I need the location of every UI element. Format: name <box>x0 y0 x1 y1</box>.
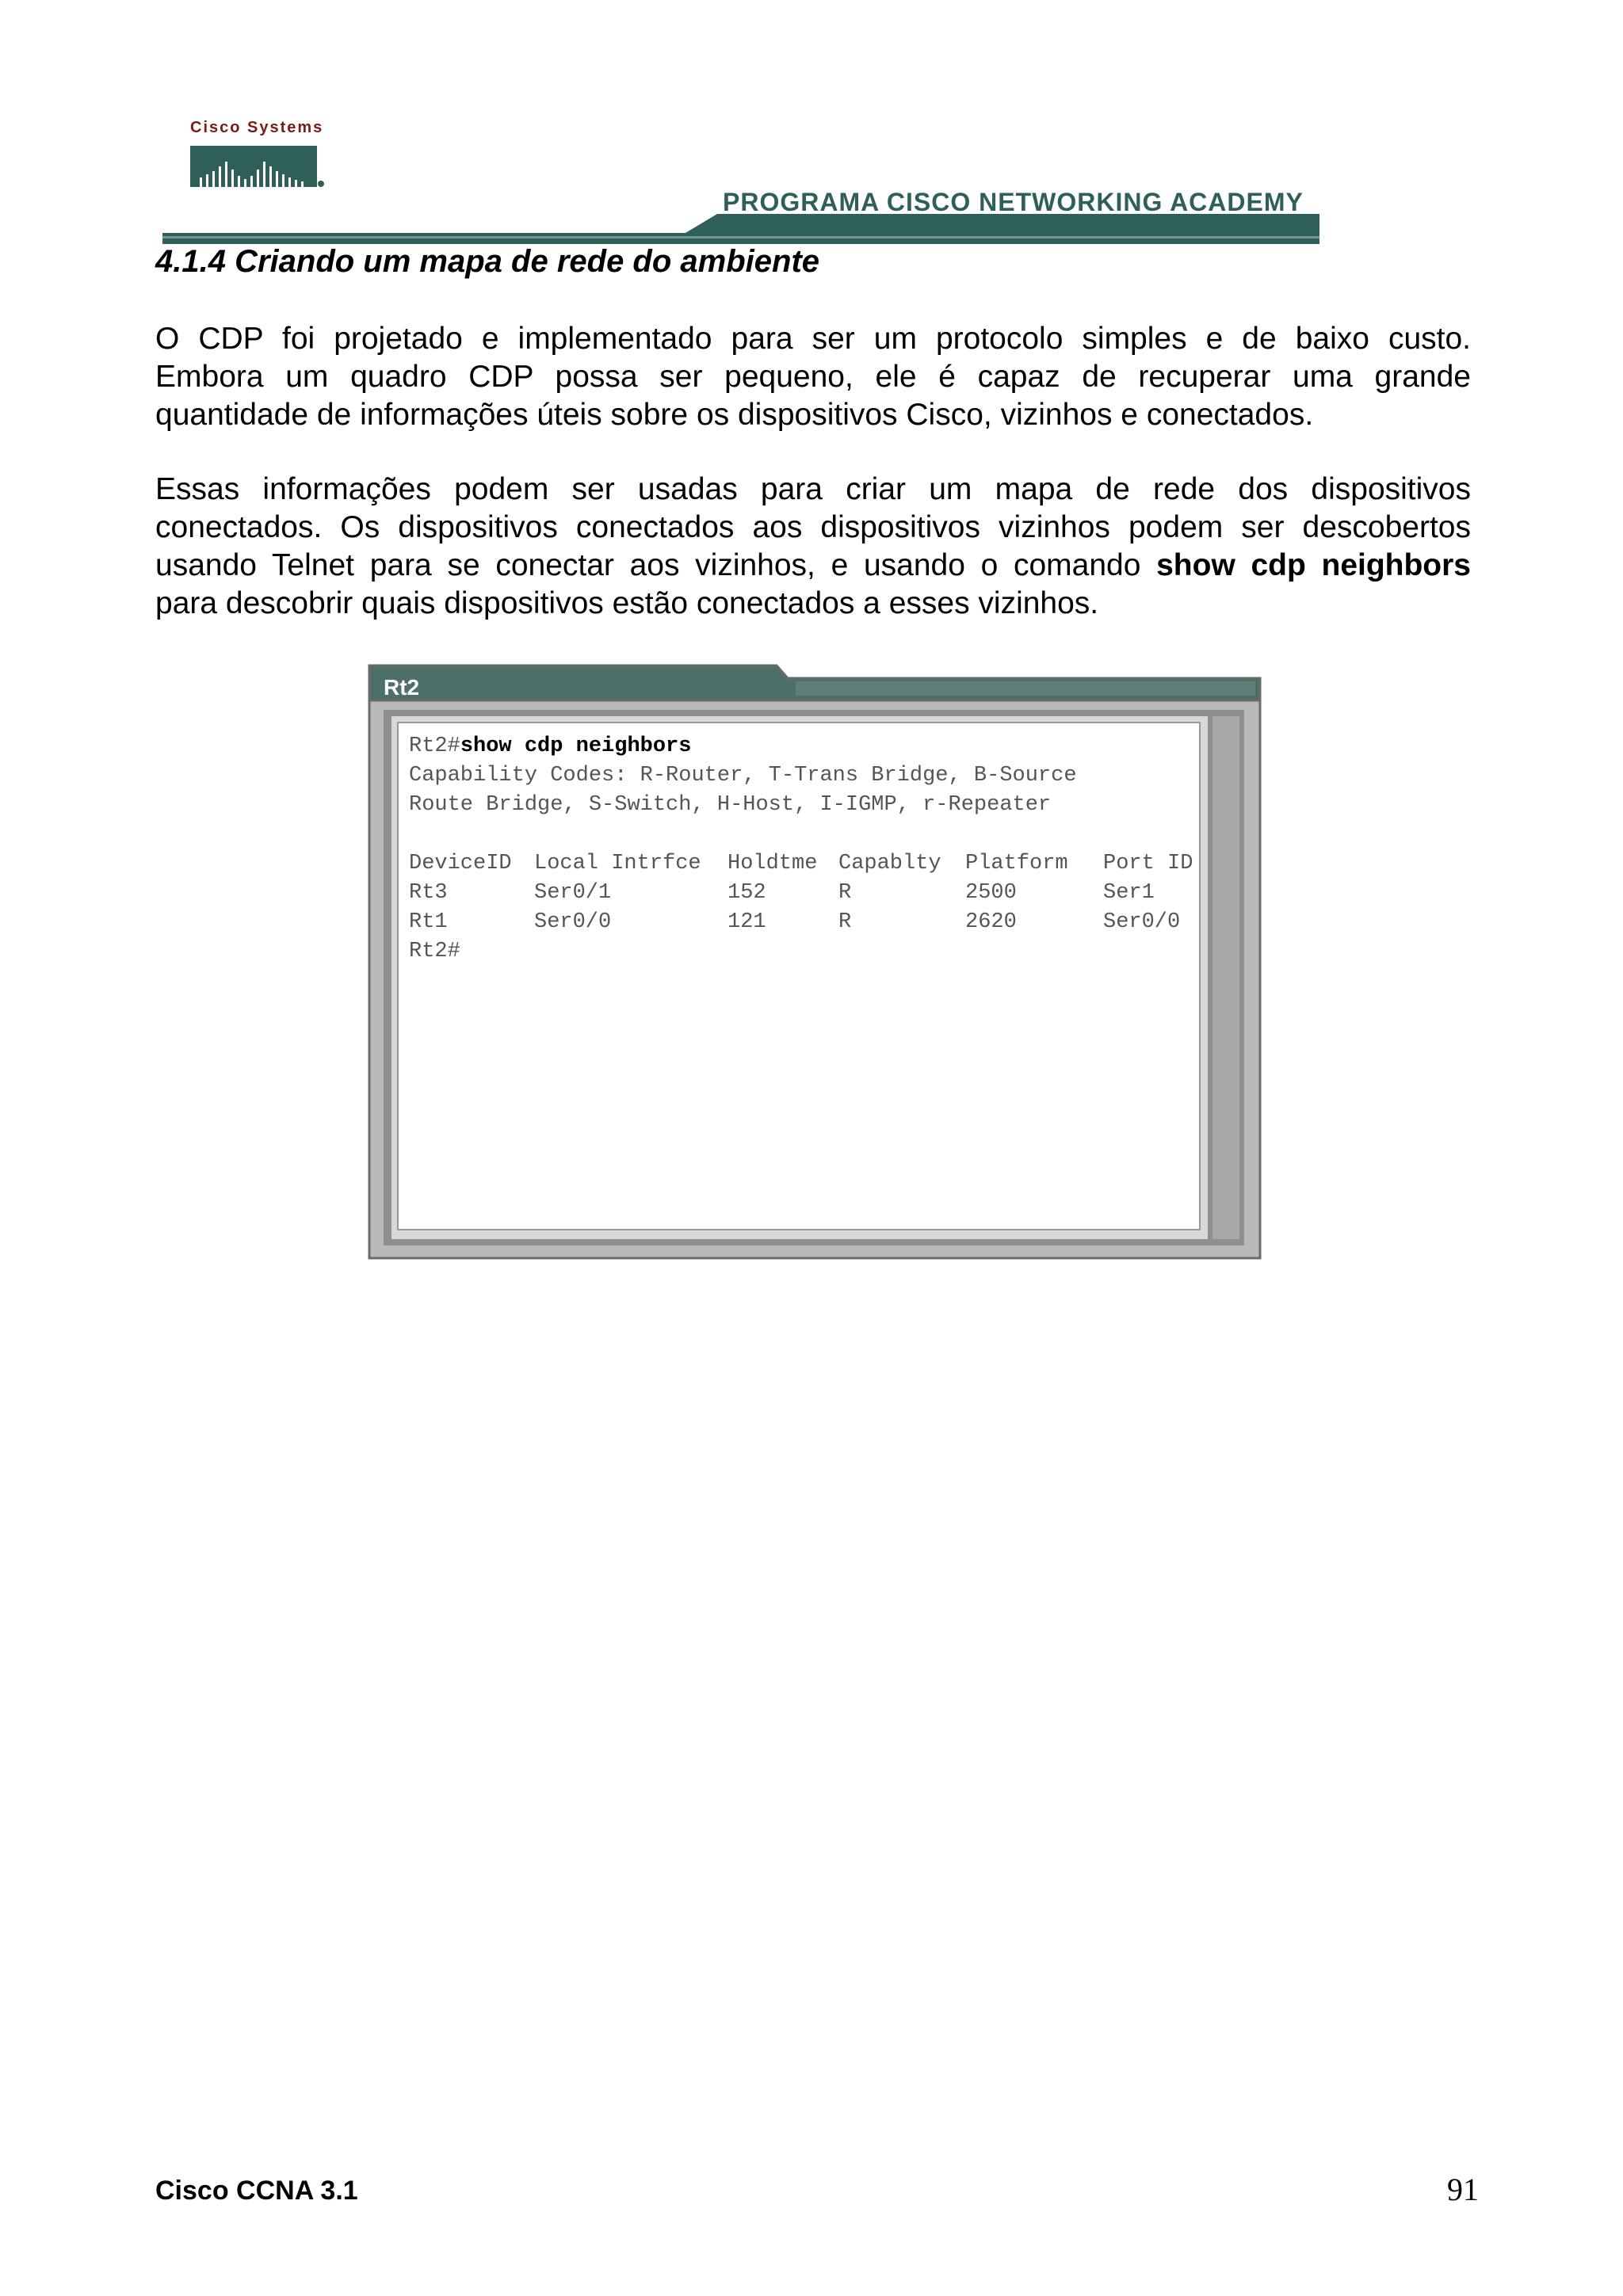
paragraph-line: quantidade de informações úteis sobre os dispositivos Cisco, vizinhos e conectados. <box>155 398 1314 432</box>
cell: R <box>838 910 852 934</box>
inline-command: show cdp neighbors <box>1156 548 1471 582</box>
console-line: Capability Codes: R-Router, T-Trans Bridge, B-Source <box>409 764 1077 788</box>
cell: Ser1 <box>1103 881 1155 905</box>
cell: Ser0/1 <box>534 881 612 905</box>
console-command: show cdp neighbors <box>460 734 692 758</box>
cell: Rt1 <box>409 910 448 934</box>
cell: 152 <box>727 881 766 905</box>
cisco-logo <box>190 119 325 190</box>
cell: Ser0/0 <box>534 910 612 934</box>
academy-title: PROGRAMA CISCO NETWORKING ACADEMY <box>723 188 1304 216</box>
console-output <box>409 732 1209 967</box>
paragraph-line: para descobrir quais dispositivos estão conectados a esses vizinhos. <box>155 586 1099 620</box>
logo-text: Cisco Systems <box>190 119 324 136</box>
cell: 2620 <box>965 910 1017 934</box>
cell: R <box>838 881 852 905</box>
page-number: 91 <box>1447 2172 1479 2207</box>
cell: Rt3 <box>409 881 448 905</box>
paragraph-line: Essas informações podem ser usadas para criar um mapa de rede dos dispositivos <box>155 472 1471 506</box>
paragraph-usage <box>155 471 1471 623</box>
cell: Ser0/0 <box>1103 910 1181 934</box>
paragraph-line: O CDP foi projetado e implementado para ser um protocolo simples e de baixo custo. <box>155 322 1471 356</box>
paragraph-line: Embora um quadro CDP possa ser pequeno, ele é capaz de recuperar uma grande <box>155 360 1471 394</box>
column-header: DeviceID <box>409 852 512 875</box>
footer-course: Cisco CCNA 3.1 <box>155 2176 358 2206</box>
column-header: Platform <box>965 852 1068 875</box>
column-header: Port ID <box>1103 852 1193 875</box>
column-header: Local Intrfce <box>534 852 701 875</box>
table-row <box>409 879 1209 908</box>
cell: 121 <box>727 910 766 934</box>
column-header: Capablty <box>838 852 941 875</box>
paragraph-line: conectados. Os dispositivos conectados aos dispositivos vizinhos podem ser descobertos <box>155 510 1471 544</box>
console-prompt: Rt2# <box>409 734 460 758</box>
section-title: 4.1.4 Criando um mapa de rede do ambiente <box>155 244 820 279</box>
cisco-bridge-icon <box>190 146 325 190</box>
column-header: Holdtme <box>727 852 818 875</box>
console-blank <box>409 820 1209 849</box>
paragraph-intro <box>155 320 1471 434</box>
console-command-line <box>409 732 1209 761</box>
table-row <box>409 908 1209 937</box>
paragraph-text: usando Telnet para se conectar aos vizinhos, e usando o comando <box>155 548 1157 582</box>
paragraph-line-with-command <box>155 547 1471 585</box>
cell: 2500 <box>965 881 1017 905</box>
console-line: Route Bridge, S-Switch, H-Host, I-IGMP, r-Repeater <box>409 793 1052 817</box>
console-end-prompt: Rt2# <box>409 940 460 963</box>
terminal-title: Rt2 <box>384 675 420 700</box>
table-header <box>409 849 1209 879</box>
